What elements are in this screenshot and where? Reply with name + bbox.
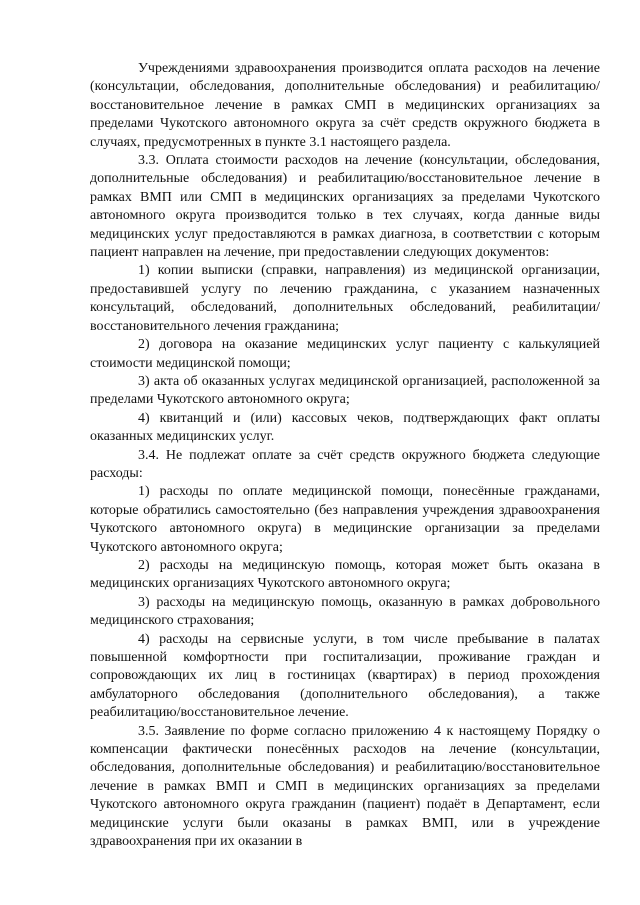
paragraph-3-5: 3.5. Заявление по форме согласно приложению 4 к настоящему Порядку о компенсации фактически понесённых расходов на лечение (консультации, обследования, дополнительные обследования) и реабилитацию/восстановительное лечение в рамках ВМП и СМП в медицинских организациях за пределами Чукотского автономного округа гражданин (пациент) подаёт в Департамент, если медицинские услуги были оказаны в рамках ВМП, или в учреждение здравоохранения при их оказании в (90, 723, 600, 850)
paragraph-1: Учреждениями здравоохранения производится оплата расходов на лечение (консультации, обследования, дополнительные обследования) и реабилитацию/восстановительное лечение в рамках СМП в медицинских организациях за пределами Чукотского автономного округа за счёт средств окружного бюджета в случаях, предусмотренных в пункте 3.1 настоящего раздела. (90, 61, 600, 150)
document-page (90, 60, 600, 851)
list-item-3-4-3: 3) расходы на медицинскую помощь, оказанную в рамках добровольного медицинского страхования; (90, 594, 600, 629)
list-item-3-4-2: 2) расходы на медицинскую помощь, которая может быть оказана в медицинских организациях Чукотского автономного округа; (90, 557, 600, 592)
list-item-3-4-1: 1) расходы по оплате медицинской помощи, понесённые гражданами, которые обратились самостоятельно (без направления учреждения здравоохранения Чукотского автономного округа) в медицинские организации за пределами Чукотского автономного округа; (90, 484, 600, 555)
paragraph-3-4: 3.4. Не подлежат оплате за счёт средств окружного бюджета следующие расходы: (90, 447, 600, 481)
list-item-3-3-4: 4) квитанций и (или) кассовых чеков, подтверждающих факт оплаты оказанных медицинских услуг. (90, 410, 600, 445)
list-item-3-4-4: 4) расходы на сервисные услуги, в том числе пребывание в палатах повышенной комфортности при госпитализации, проживание граждан и сопровождающих их лиц в гостиницах (квартирах) в период прохождения амбулаторного обследования (дополнительного обследования), а также реабилитацию/восстановительное лечение. (90, 631, 600, 721)
list-item-3-3-3: 3) акта об оказанных услугах медицинской организацией, расположенной за пределами Чукотского автономного округа; (90, 373, 600, 408)
list-item-3-3-1: 1) копии выписки (справки, направления) из медицинской организации, предоставившей услугу по лечению гражданина, с указанием назначенных консультаций, обследований, дополнительных обследований, реабилитации/восстановительного лечения гражданина; (90, 263, 600, 334)
paragraph-3-3: 3.3. Оплата стоимости расходов на лечение (консультации, обследования, дополнительные обследования) и реабилитацию/восстановительное лечение в рамках ВМП или СМП в медицинских организациях за пределами Чукотского автономного округа производится только в тех случаях, когда данные виды медицинских услуг предоставляются в рамках диагноза, в соответствии с которым пациент направлен на лечение, при предоставлении следующих документов: (90, 153, 600, 261)
list-item-3-3-2: 2) договора на оказание медицинских услуг пациенту с калькуляцией стоимости медицинской помощи; (90, 337, 600, 371)
